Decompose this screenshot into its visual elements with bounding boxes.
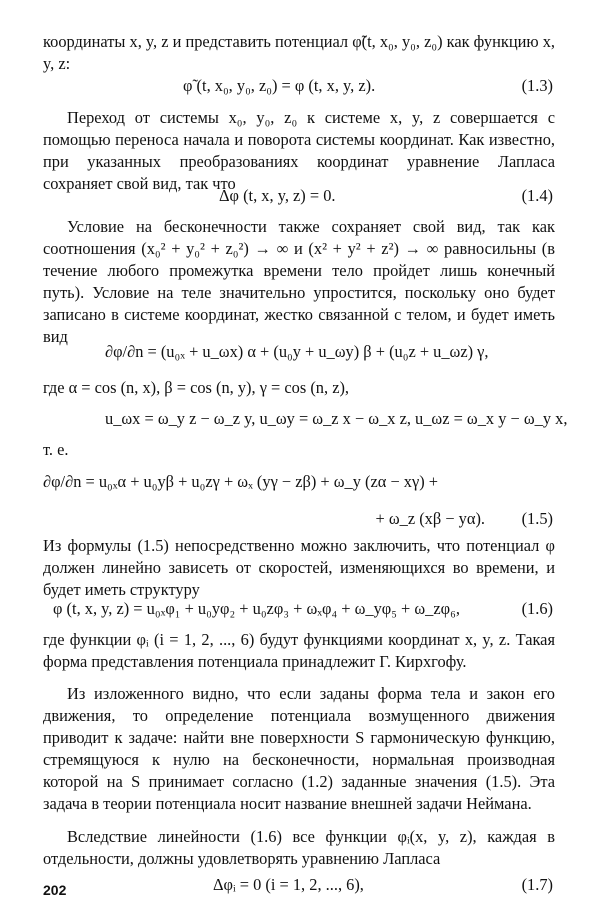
equation-1-7-number: (1.7) (521, 875, 553, 894)
equation-1-6-number: (1.6) (521, 599, 553, 618)
transition-paragraph: Переход от системы x₀, y₀, z₀ к системе x, y, z совершается с помощью переноса начала и поворота системы координат. Как известно, при указанных преобразованиях координат уравнение Лапласа сохраняет свой вид, так что (43, 108, 555, 193)
equation-1-5-line2-row (43, 507, 555, 531)
equation-1-7-row (43, 873, 555, 897)
neumann-paragraph: Из изложенного видно, что если заданы форма тела и закон его движения, то определение потенциала возмущенного движения приводит к задаче: найти вне поверхности S гармоническую функцию, стремящуюся к нулю на бесконечности, нормальная производная которой на S принимает согласно (1.2) заданные значения (1.5). Эта задача в теории потенциала носит название внешней задачи Неймана. (43, 684, 555, 813)
infinity-paragraph: Условие на бесконечности также сохраняет свой вид, так как соотношения (x₀² + y₀² + z₀²) → ∞ и (x² + y² + z²) → ∞ равносильны (в течение любого промежутка времени тело пройдет лишь конечный путь). Условие на теле значительно упростится, поскольку оно будет записано в системе координат, жестко связанной с телом, и будет иметь вид (43, 217, 555, 346)
equation-1-5-line1: ∂φ/∂n = u₀ₓα + u₀yβ + u₀zγ + ωₓ (yγ − zβ) + ω_y (zα − xγ) + (43, 472, 439, 491)
body-condition-equation: ∂φ/∂n = (u₀ₓ + u_ωx) α + (u₀y + u_ωy) β + (u₀z + u_ωz) γ, (105, 342, 489, 361)
equation-1-3-number: (1.3) (521, 76, 553, 95)
direction-cosines: где α = cos (n, x), β = cos (n, y), γ = cos (n, z), (43, 378, 350, 397)
equation-1-4: Δφ (t, x, y, z) = 0. (219, 186, 336, 205)
equation-1-4-number: (1.4) (521, 186, 553, 205)
direction-cosines-row (43, 376, 555, 400)
omega-velocities: u_ωx = ω_y z − ω_z y, u_ωy = ω_z x − ω_x z, u_ωz = ω_x y − ω_y x, (105, 409, 568, 428)
equation-1-5-line1-row (43, 470, 555, 494)
equation-1-4-row (43, 184, 555, 208)
linearity-paragraph: Вследствие линейности (1.6) все функции φᵢ(x, y, z), каждая в отдельности, должны удовлетворять уравнению Лапласа (43, 827, 555, 868)
equation-1-3-row (43, 74, 555, 98)
body-condition-row (43, 340, 555, 364)
equation-1-5-number: (1.5) (521, 509, 553, 528)
equation-1-3: φ̃ (t, x₀, y₀, z₀) = φ (t, x, y, z). (183, 76, 376, 95)
omega-velocities-row (43, 407, 568, 431)
equation-1-5-line2: + ω_z (xβ − yα). (375, 509, 485, 528)
page-number: 202 (43, 882, 67, 898)
intro-paragraph: координаты x, y, z и представить потенциал φ̃(t, x₀, y₀, z₀) как функцию x, y, z: (43, 32, 555, 73)
ie-text: т. е. (43, 440, 69, 459)
ie-row (43, 438, 555, 462)
equation-1-7: Δφᵢ = 0 (i = 1, 2, ..., 6), (213, 875, 364, 894)
formula-paragraph: Из формулы (1.5) непосредственно можно заключить, что потенциал φ должен линейно зависеть от скоростей, изменяющихся во времени, и будет иметь структуру (43, 536, 555, 599)
equation-1-6: φ (t, x, y, z) = u₀ₓφ₁ + u₀yφ₂ + u₀zφ₃ + ωₓφ₄ + ω_yφ₅ + ω_zφ₆, (53, 599, 460, 618)
kirchhoff-paragraph: где функции φᵢ (i = 1, 2, ..., 6) будут функциями координат x, y, z. Такая форма представления потенциала принадлежит Г. Кирхгофу. (43, 630, 555, 671)
equation-1-6-row (43, 597, 555, 621)
